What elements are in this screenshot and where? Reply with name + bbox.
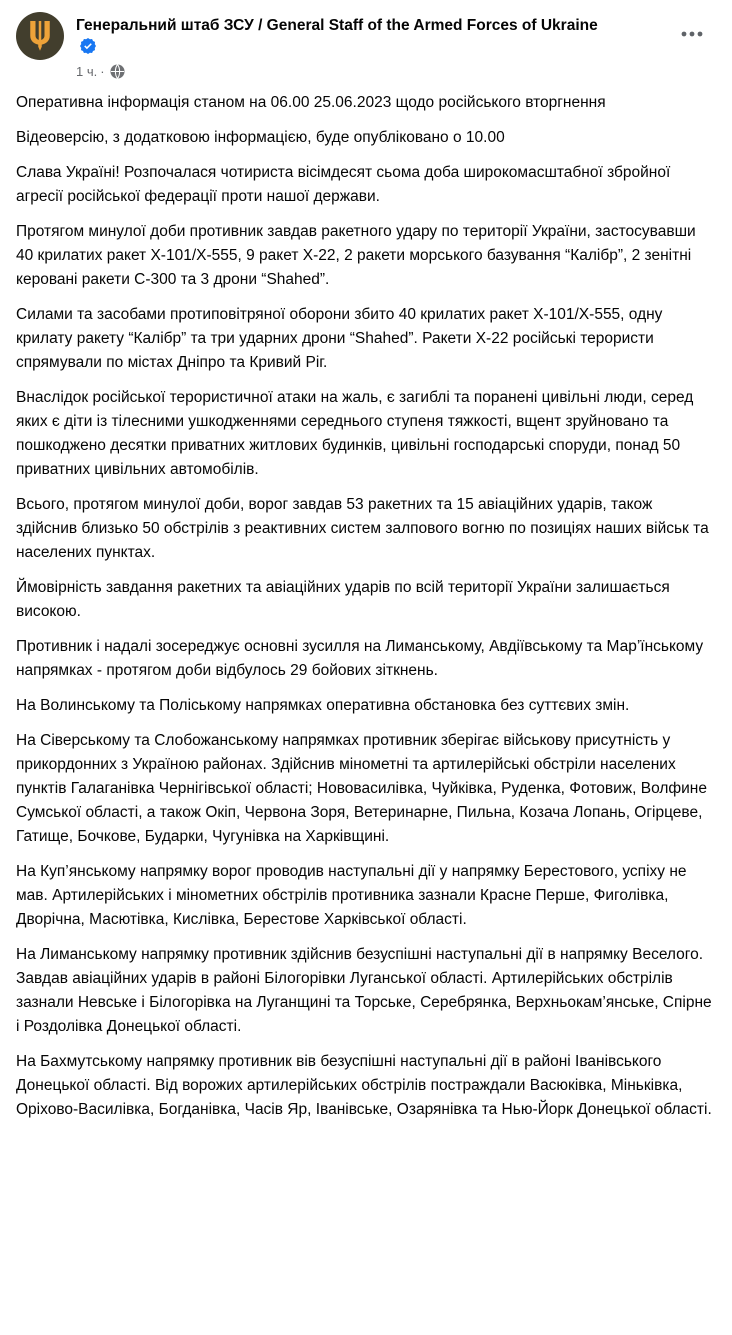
page-name-link[interactable]: Генеральний штаб ЗСУ / General Staff of the Armed Forces of Ukraine <box>76 17 598 34</box>
post-paragraph: Оперативна інформація станом на 06.00 25.06.2023 щодо російського вторгнення <box>16 94 606 111</box>
post-body <box>0 80 732 1138</box>
post-header <box>0 0 732 80</box>
post-paragraph: На Сіверському та Слобожанському напрямках противник зберігає військову присутність у прикордонних з Україною районах. Здійснив мінометні та артилерійські обстріли населених пунктів Галаганівка Чернігівської області; Нововасилівка, Чуйківка, Руденка, Фотовиж, Волфине Сумської області, а також Окіп, Червона Зоря, Ветеринарне, Пильна, Козача Лопань, Огірцеве, Гатище, Бочкове, Бударки, Чугунівка на Харківщині. <box>16 732 712 845</box>
page-name-row <box>76 13 616 59</box>
post-paragraph: Противник і надалі зосереджує основні зусилля на Лиманському, Авдіївському та Мар’їнському напрямках - протягом доби відбулось 29 бойових зіткнень. <box>16 638 708 679</box>
more-options-button[interactable] <box>674 18 710 46</box>
post-paragraph: На Лиманському напрямку противник здійснив безуспішні наступальні дії в напрямку Веселого. Завдав авіаційних ударів в районі Білогорівки Луганської області. Артилерійських обстрілів зазнали Невське і Білогорівка на Луганщині та Торське, Серебрянка, Верхньокам’янське, Спірне і Роздолівка Донецької області. <box>16 946 716 1035</box>
header-info <box>76 12 716 80</box>
post-meta-row <box>76 63 716 80</box>
post-paragraph: Внаслідок російської терористичної атаки на жаль, є загиблі та поранені цивільні люди, серед яких є діти із тілесними ушкодженнями середнього ступеня тяжкості, вщент зруйновано та пошкоджено десятки приватних житлових будинків, цивільні господарські споруди, понад 50 приватних цивільних автомобілів. <box>16 389 698 478</box>
post-paragraph: На Волинському та Поліському напрямках оперативна обстановка без суттєвих змін. <box>16 697 630 714</box>
verified-badge-icon <box>80 38 96 59</box>
post-paragraph: Слава Україні! Розпочалася чотириста вісімдесят сьома доба широкомасштабної збройної агресії російської федерації проти нашої держави. <box>16 164 675 205</box>
trident-emblem-icon <box>27 21 53 51</box>
more-options-icon <box>681 25 703 40</box>
post-paragraph: Всього, протягом минулої доби, ворог завдав 53 ракетних та 15 авіаційних ударів, також здійснив близько 50 обстрілів з реактивних систем залпового вогню по позиціях наших військ та населених пунктах. <box>16 496 714 561</box>
meta-separator: · <box>100 64 105 79</box>
globe-icon <box>110 64 125 79</box>
post-paragraph: Силами та засобами протиповітряної оборони збито 40 крилатих ракет Х-101/Х-555, одну крилату ракету “Калібр” та три ударних дрони “Shahed”. Ракети Х-22 російські терористи спрямували по містах Дніпро та Кривий Ріг. <box>16 306 667 371</box>
post-paragraph: На Бахмутському напрямку противник вів безуспішні наступальні дії в районі Іванівського Донецької області. Від ворожих артилерійських обстрілів постраждали Васюківка, Міньківка, Оріхово-Василівка, Богданівка, Часів Яр, Іванівське, Озарянівка та Нью-Йорк Донецької області. <box>16 1053 712 1118</box>
page-avatar[interactable] <box>16 12 64 60</box>
timestamp-link[interactable]: 1 ч. <box>76 64 98 79</box>
post-paragraph: Протягом минулої доби противник завдав ракетного удару по території України, застосувавши 40 крилатих ракет Х-101/Х-555, 9 ракет Х-22, 2 ракети морського базування “Калібр”, 2 зенітні керовані ракети С-300 та 3 дрони “Shahed”. <box>16 223 700 288</box>
post-paragraph: Ймовірність завдання ракетних та авіаційних ударів по всій території України залишається високою. <box>16 579 675 620</box>
post-paragraph: На Куп’янському напрямку ворог проводив наступальні дії у напрямку Берестового, успіху не мав. Артилерійських і мінометних обстрілів противника зазнали Красне Перше, Фиголівка, Дворічна, Масютівка, Кислівка, Берестове Харківської області. <box>16 863 691 928</box>
post-paragraph: Відеоверсію, з додатковою інформацією, буде опубліковано о 10.00 <box>16 129 505 146</box>
